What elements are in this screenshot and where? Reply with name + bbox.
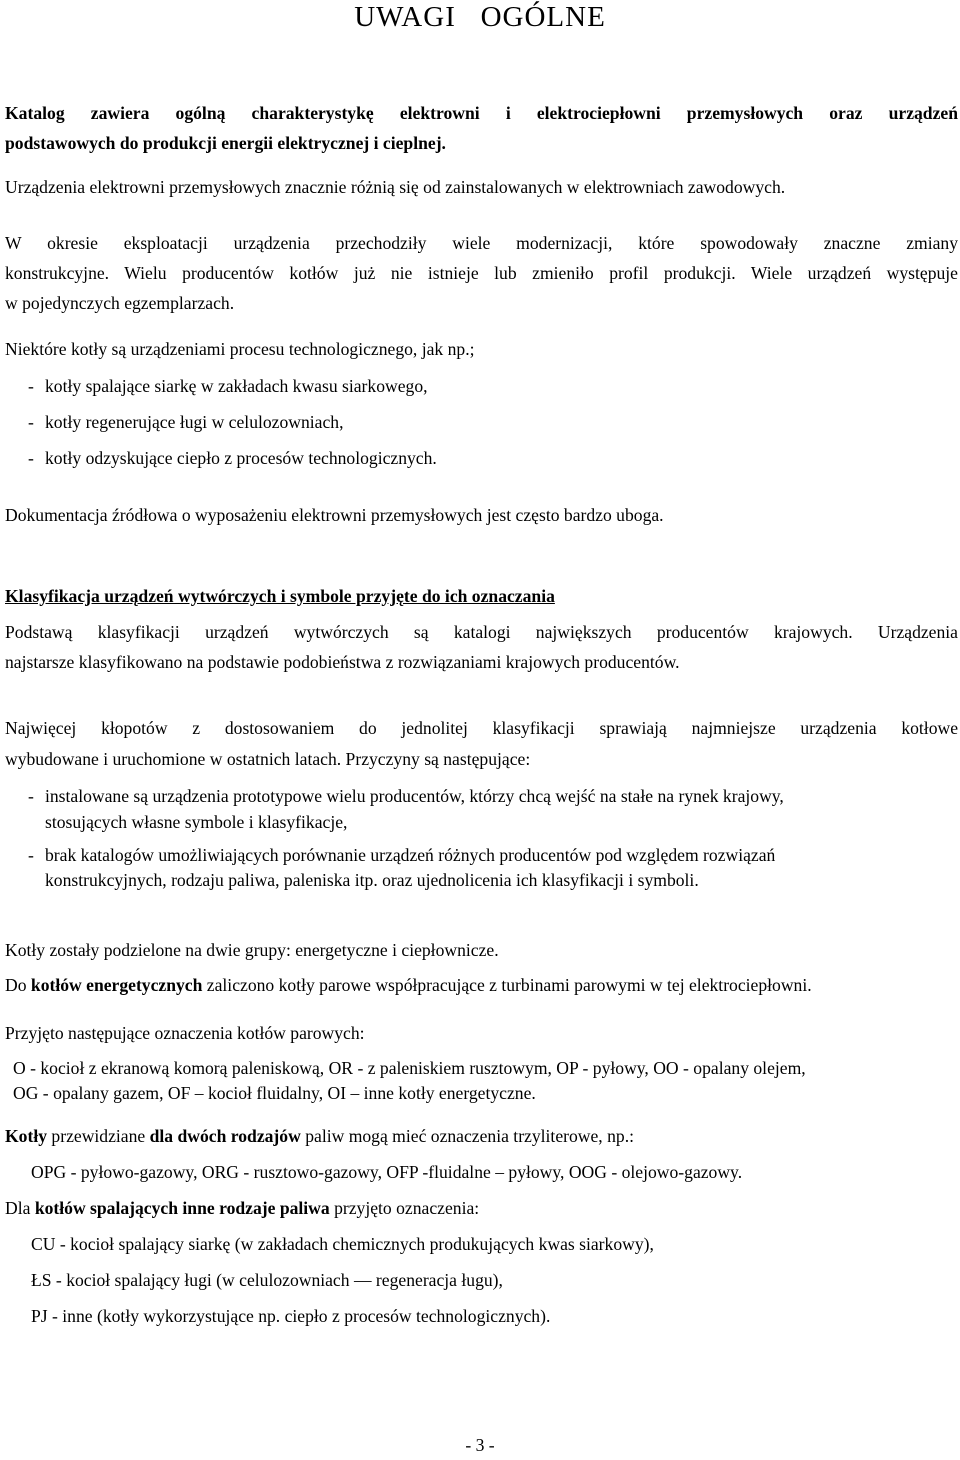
paragraph-inne-paliwa (5, 1196, 958, 1221)
section-heading: Klasyfikacja urządzeń wytwórczych i symbole przyjęte do ich oznaczania (5, 586, 555, 606)
page-number: - 3 - (465, 1435, 495, 1455)
list-dash: - (28, 412, 34, 432)
text-run: Do (5, 975, 31, 995)
emphasis-text: kotłów spalających inne rodzaje paliwa (34, 1198, 330, 1218)
list-item-text: konstrukcyjnych, rodzaju paliwa, paleniska itp. oraz ujednolicenia ich klasyfikacji i symboli. (45, 870, 699, 890)
list-dash: - (28, 786, 34, 806)
paragraph-urzadzenia: Urządzenia elektrowni przemysłowych znacznie różnią się od zainstalowanych w elektrowniach zawodowych. (5, 177, 786, 197)
text-run: przewidziane (47, 1126, 150, 1146)
paragraph-dokumentacja: Dokumentacja źródłowa o wyposażeniu elektrowni przemysłowych jest często bardzo uboga. (5, 505, 664, 525)
list-item-text: instalowane są urządzenia prototypowe wielu producentów, którzy chcą wejść na stałe na rynek krajowy, (45, 786, 784, 806)
codes-three-letter: OPG - pyłowo-gazowy, ORG - rusztowo-gazowy, OFP -fluidalne – pyłowy, OOG - olejowo-gazowy. (31, 1162, 743, 1182)
list-item-text: brak katalogów umożliwiających porównanie urządzeń różnych producentów pod względem rozwiązań (45, 845, 776, 865)
paragraph-okres-line-1: W okresie eksploatacji urządzenia przechodziły wiele modernizacji, które spowodowały znaczne zmiany (5, 233, 958, 253)
list-dash: - (28, 845, 34, 865)
list-item-text: kotły odzyskujące ciepło z procesów technologicznych. (45, 448, 437, 468)
paragraph-najwiecej-line-2: wybudowane i uruchomione w ostatnich latach. Przyczyny są następujące: (5, 749, 531, 769)
list-item-text: stosujących własne symbole i klasyfikacje, (45, 812, 348, 832)
text-run: zaliczono kotły parowe współpracujące z turbinami parowymi w tej elektrociepłowni. (202, 975, 812, 995)
text-run: przyjęto oznaczenia: (329, 1198, 480, 1218)
emphasis-text: kotłów energetycznych (30, 975, 203, 995)
intro-line-2: podstawowych do produkcji energii elektrycznej i cieplnej. (5, 133, 446, 153)
paragraph-podstawa-line-2: najstarsze klasyfikowano na podstawie podobieństwa z rozwiązaniami krajowych producentów. (5, 652, 680, 672)
list-dash: - (28, 448, 34, 468)
list-item-text: kotły spalające siarkę w zakładach kwasu siarkowego, (45, 376, 428, 396)
paragraph-niektore: Niektóre kotły są urządzeniami procesu technologicznego, jak np.; (5, 339, 475, 359)
codes-line-1: O - kocioł z ekranową komorą paleniskową, OR - z paleniskiem rusztowym, OP - pyłowy, OO - opalany olejem, (13, 1058, 806, 1078)
code-pj: PJ - inne (kotły wykorzystujące np. ciepło z procesów technologicznych). (31, 1306, 551, 1326)
paragraph-podstawa-line-1: Podstawą klasyfikacji urządzeń wytwórczych są katalogi największych producentów krajowych. Urządzenia (5, 622, 958, 642)
paragraph-energetyczne (5, 973, 958, 998)
emphasis-text: dla dwóch rodzajów (149, 1126, 301, 1146)
paragraph-najwiecej-line-1: Najwięcej kłopotów z dostosowaniem do jednolitej klasyfikacji sprawiają najmniejsze urządzenia kotłowe (5, 718, 958, 738)
text-run: Dla (5, 1198, 35, 1218)
list-item-text: kotły regenerujące ługi w celulozowniach, (45, 412, 344, 432)
paragraph-grupy: Kotły zostały podzielone na dwie grupy: energetyczne i ciepłownicze. (5, 940, 499, 960)
code-cu: CU - kocioł spalający siarkę (w zakładach chemicznych produkujących kwas siarkowy), (31, 1234, 654, 1254)
paragraph-dwa-rodzaje (5, 1124, 958, 1149)
intro-line-1: Katalog zawiera ogólną charakterystykę elektrowni i elektrociepłowni przemysłowych oraz urządzeń (5, 103, 958, 123)
list-dash: - (28, 376, 34, 396)
paragraph-okres-line-2: konstrukcyjne. Wielu producentów kotłów już nie istnieje lub zmieniło profil produkcji. Wiele urządzeń występuje (5, 263, 958, 283)
page-title: UWAGI OGÓLNE (354, 1, 606, 33)
paragraph-przyjeto: Przyjęto następujące oznaczenia kotłów parowych: (5, 1023, 365, 1043)
code-ls: ŁS - kocioł spalający ługi (w celulozowniach –– regeneracja ługu), (31, 1270, 503, 1290)
codes-line-2: OG - opalany gazem, OF – kocioł fluidalny, OI – inne kotły energetyczne. (13, 1083, 536, 1103)
paragraph-okres-line-3: w pojedynczych egzemplarzach. (5, 293, 235, 313)
emphasis-text: Kotły (5, 1126, 48, 1146)
text-run: paliw mogą mieć oznaczenia trzyliterowe, np.: (300, 1126, 634, 1146)
